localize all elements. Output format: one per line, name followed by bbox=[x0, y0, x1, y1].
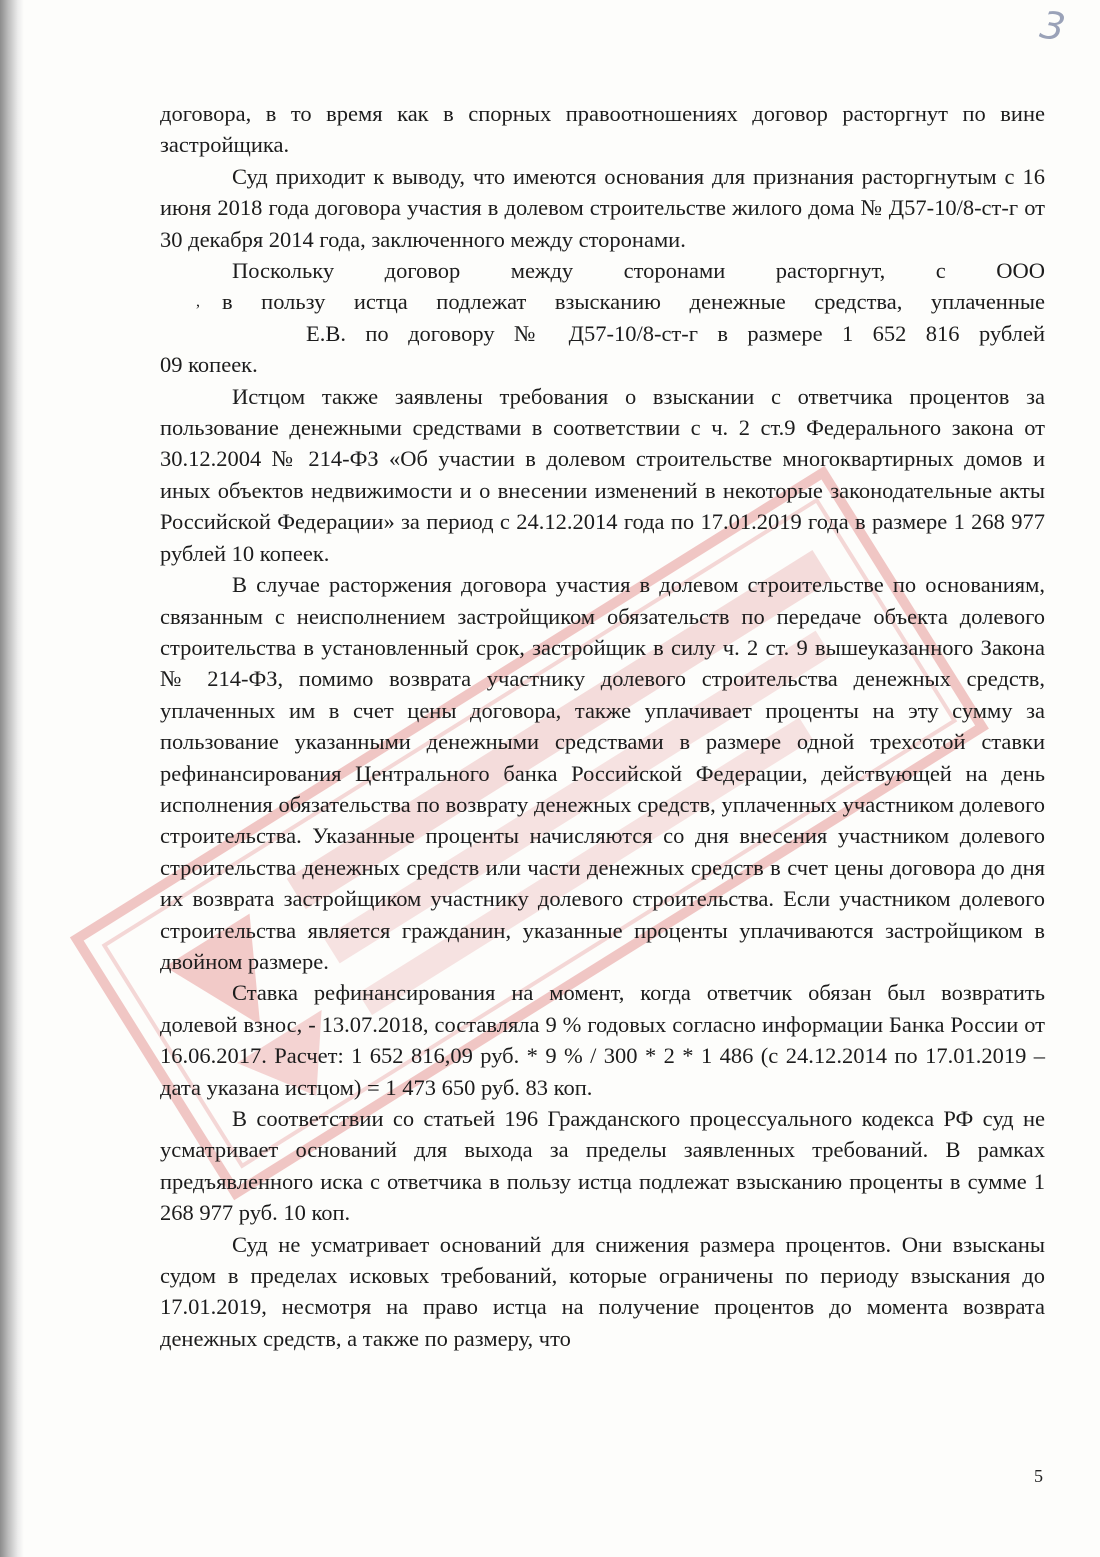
refund-line-3: Е.В. по договору № Д57-10/8-ст-г в размере 1 652 816 рублей bbox=[306, 320, 1045, 346]
refund-line-1: Поскольку договор между сторонами расторгнут, с ООО bbox=[232, 258, 1045, 284]
page-number: 5 bbox=[1034, 1466, 1043, 1486]
paragraph-law-provision: В случае расторжения договора участия в долевом строительстве по основаниям, связанным с неисполнением застройщиком обязательств по передаче объекта долевого строительства в установленный срок, застройщик в силу ч. 2 ст. 9 вышеуказанного Закона № 214-ФЗ, помимо возврата участнику долевого строительства денежных средств, уплаченных им в счет цены договора, также уплачивает проценты на эту сумму за пользование указанными денежными средствами в размере одной трехсотой ставки рефинансирования Центрального банка Российской Федерации, действующей на день исполнения обязательства по возврату денежных средств, уплаченных участником долевого строительства. Указанные проценты начисляются со дня внесения участником долевого строительства денежных средств или части денежных средств в счет цены договора до дня их возврата застройщиком участнику долевого строительства. Если участником долевого строительства является гражданин, указанные проценты уплачиваются застройщиком в двойном размере. bbox=[160, 572, 1045, 974]
redaction-mark: , bbox=[196, 293, 200, 311]
paragraph-continuation: договора, в то время как в спорных правоотношениях договор расторгнут по вине застройщика. bbox=[160, 101, 1045, 158]
refund-line-4: 09 копеек. bbox=[160, 352, 258, 378]
handwritten-page-mark: 3 bbox=[1037, 2, 1069, 50]
paragraph-article-196: В соответствии со статьей 196 Гражданского процессуального кодекса РФ суд не усматривает оснований для выхода за пределы заявленных требований. В рамках предъявленного иска с ответчика в пользу истца подлежат взысканию проценты в сумме 1 268 977 руб. 10 коп. bbox=[160, 1106, 1045, 1226]
refund-line-2-wrap bbox=[160, 286, 1045, 317]
paragraph-calculation: Ставка рефинансирования на момент, когда ответчик обязан был возвратить долевой взнос, - 13.07.2018, составляла 9 % годовых согласно информации Банка России от 16.06.2017. Расчет: 1 652 816,09 руб. * 9 % / 300 * 2 * 1 486 (с 24.12.2014 по 17.01.2019 – дата указана истцом) = 1 473 650 руб. 83 коп. bbox=[160, 980, 1045, 1100]
paragraph-court-conclusion: Суд приходит к выводу, что имеются основания для признания расторгнутым с 16 июня 2018 года договора участия в долевом строительстве жилого дома № Д57-10/8-ст-г от 30 декабря 2014 года, заключенного между сторонами. bbox=[160, 163, 1045, 252]
refund-line-2: в пользу истца подлежат взысканию денежные средства, уплаченные bbox=[222, 289, 1045, 315]
paragraph-refund bbox=[160, 255, 1045, 381]
document-text bbox=[160, 98, 1045, 1354]
paragraph-claim-interest: Истцом также заявлены требования о взыскании с ответчика процентов за пользование денежными средствами в соответствии с ч. 2 ст.9 Федерального закона от 30.12.2004 № 214-ФЗ «Об участии в долевом строительстве многоквартирных домов и иных объектов недвижимости и о внесении изменений в некоторые законодательные акты Российской Федерации» за период с 24.12.2014 года по 17.01.2019 года в размере 1 268 977 рублей 10 копеек. bbox=[160, 383, 1045, 566]
paragraph-no-reduction: Суд не усматривает оснований для снижения размера процентов. Они взысканы судом в пределах исковых требований, которые ограничены по периоду взыскания до 17.01.2019, несмотря на право истца на получение процентов до момента возврата денежных средств, а также по размеру, что bbox=[160, 1231, 1045, 1351]
scan-edge-shadow bbox=[0, 0, 24, 1557]
